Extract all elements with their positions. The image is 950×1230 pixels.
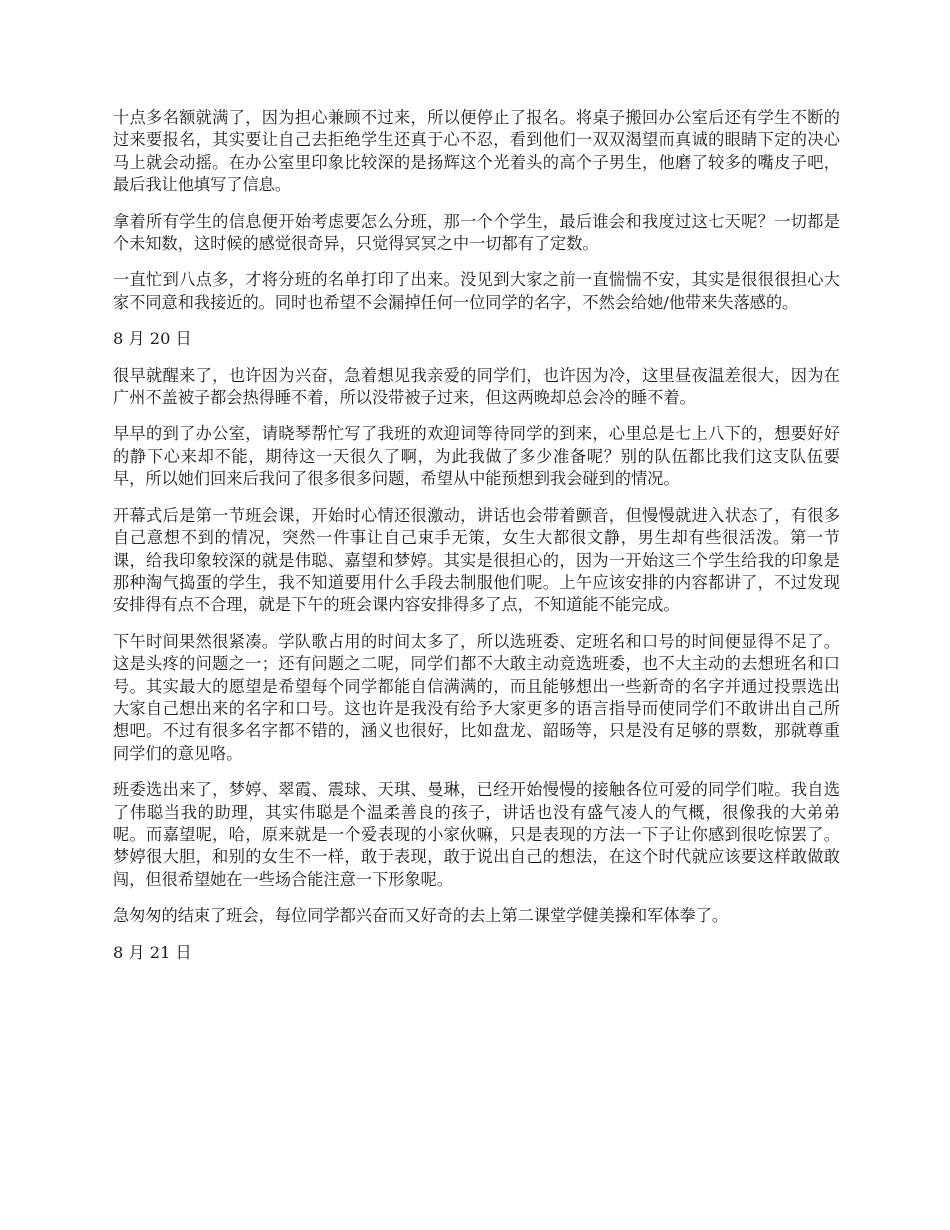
paragraph: 一直忙到八点多，才将分班的名单打印了出来。没见到大家之前一直惴惴不安，其实是很很很担心大家不同意和我接近的。同时也希望不会漏掉任何一位同学的名字，不然会给她/他带来失落感的。 [113,270,840,312]
paragraph: 下午时间果然很紧凑。学队歌占用的时间太多了，所以选班委、定班名和口号的时间便显得不足了。这是头疼的问题之一；还有问题之二呢，同学们都不大敢主动竞选班委，也不大主动的去想班名和口号。其实最大的愿望是希望每个同学都能自信满满的，而且能够想出一些新奇的名字并通过投票选出大家自己想出来的名字和口号。这也许是我没有给予大家更多的语言指导而使同学们不敢讲出自己所想吧。不过有很多名字都不错的，涵义也很好，比如盘龙、韶旸等，只是没有足够的票数，那就尊重同学们的意见咯。 [113,631,840,763]
paragraph: 开幕式后是第一节班会课，开始时心情还很激动，讲话也会带着颤音，但慢慢就进入状态了，有很多自己意想不到的情况，突然一件事让自己束手无策，女生大都很文静，男生却有些很活泼。第一节课，给我印象较深的就是伟聪、嘉望和梦婷。其实是很担心的，因为一开始这三个学生给我的印象是那种淘气捣蛋的学生，我不知道要用什么手段去制服他们呢。上午应该安排的内容都讲了，不过发现安排得有点不合理，就是下午的班会课内容安排得多了点，不知道能不能完成。 [113,505,840,615]
date-heading: 8 月 20 日 [113,329,192,349]
document-body [113,107,840,978]
paragraph: 早早的到了办公室，请晓琴帮忙写了我班的欢迎词等待同学的到来，心里总是七上八下的，想要好好的静下心来却不能，期待这一天很久了啊，为此我做了多少准备呢？别的队伍都比我们这支队伍要早，所以她们回来后我问了很多很多问题，希望从中能预想到我会碰到的情况。 [113,424,840,489]
paragraph: 很早就醒来了，也许因为兴奋，急着想见我亲爱的同学们，也许因为冷，这里昼夜温差很大，因为在广州不盖被子都会热得睡不着，所以没带被子过来，但这两晚却总会冷的睡不着。 [113,365,840,408]
paragraph: 急匆匆的结束了班会，每位同学都兴奋而又好奇的去上第二课堂学健美操和军体拳了。 [113,906,729,926]
paragraph: 十点多名额就满了，因为担心兼顾不过来，所以便停止了报名。将桌子搬回办公室后还有学生不断的过来要报名，其实要让自己去拒绝学生还真于心不忍，看到他们一双双渴望而真诚的眼睛下定的决心马上就会动摇。在办公室里印象比较深的是扬辉这个光着头的高个子男生，他磨了较多的嘴皮子吧，最后我让他填写了信息。 [113,108,840,195]
paragraph: 班委选出来了，梦婷、翠霞、震球、天琪、曼琳，已经开始慢慢的接触各位可爱的同学们啦。我自选了伟聪当我的助理，其实伟聪是个温柔善良的孩子，讲话也没有盛气凌人的气概，很像我的大弟弟呢。而嘉望呢，哈，原来就是一个爱表现的小家伙嘛，只是表现的方法一下子让你感到很吃惊罢了。梦婷很大胆，和别的女生不一样，敢于表现，敢于说出自己的想法，在这个时代就应该要这样敢做敢闯，但很希望她在一些场合能注意一下形象呢。 [113,780,840,889]
paragraph: 拿着所有学生的信息便开始考虑要怎么分班，那一个个学生，最后谁会和我度过这七天呢？一切都是个未知数，这时候的感觉很奇异，只觉得冥冥之中一切都有了定数。 [113,211,840,254]
date-heading: 8 月 21 日 [113,942,192,962]
